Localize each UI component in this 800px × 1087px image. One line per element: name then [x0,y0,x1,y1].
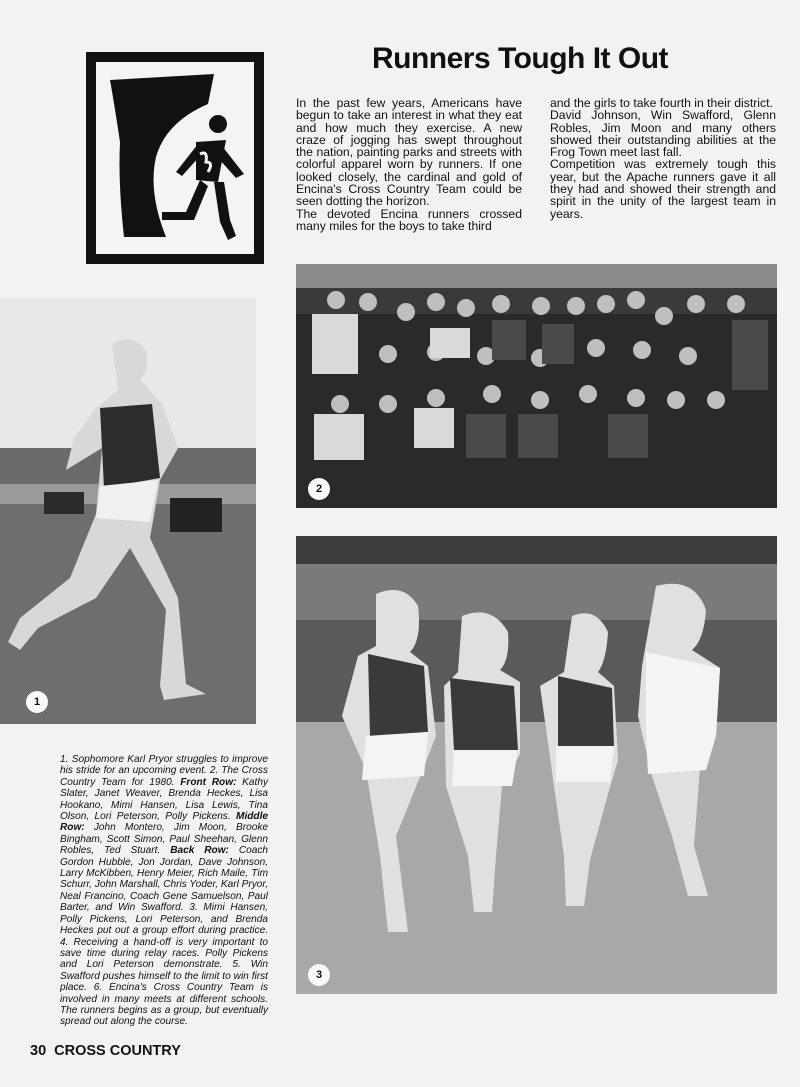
photo-number-badge: 1 [26,691,48,713]
caption-text: 1. Sophomore Karl Pryor struggles to improve his stride for an upcoming event. 2. The Cross Country Team for 1980. [60,754,268,788]
body-paragraph: David Johnson, Win Swafford, Glenn Robles, Jim Moon and many others showed their outstanding abilities at the Frog Town meet last fall. [550,108,776,160]
photo-team [296,264,777,508]
photo-solo-runner [0,298,256,724]
caption-label-back-row: Back Row: [170,845,229,857]
caption-label-middle-row: Middle Row: [60,811,268,834]
article-title: Runners Tough It Out [371,42,669,75]
body-paragraph: and the girls to take fourth in their district. [550,96,773,110]
body-paragraph: In the past few years, Americans have begun to take an interest in what they eat and how much they exercise. A new craze of jogging has swept throughout the nation, painting parks and streets with colorful apparel worn by runners. If one looked closely, the cardinal and gold of Encina's Cross Country Team could be seen dotting the horizon. [296,96,522,209]
caption-text: Coach Gordon Hubble, Jon Jordan, Dave Johnson, Larry McKibben, Henry Meier, Rich Maile, Tim Schurr, John Marshall, Chris Yoder, Karl Pryor, Neal Francino, Coach Gene Samuelson, Paul Barter, and Win Swafford. 3. Mimi Hansen, Polly Pickens, Lori Peterson, and Brenda Heckes put out a group effort during practice. 4. Receiving a hand-off is very important to save time during relay races. Polly Pickens and Lori Peterson demonstrate. 5. Win Swafford pushes himself to the limit to win first place. 6. Encina's Cross Country Team is involved in many meets at different schools. The runners begins as a group, but eventually spread out along the course. [60,845,269,1028]
page-footer [30,1043,189,1059]
section-name: CROSS COUNTRY [54,1043,181,1059]
body-column-1 [296,97,522,232]
cross-country-logo [86,52,264,264]
photo-number-badge: 3 [308,964,330,986]
runner-pictogram-icon [96,62,254,254]
photo-group-running [296,536,777,994]
page-number: 30 [30,1043,47,1059]
caption-text: Kathy Slater, Janet Weaver, Brenda Heckes, Lisa Hookano, Mimi Hansen, Lisa Lewis, Tina Olson, Lori Peterson, Polly Pickens. [60,776,268,823]
body-paragraph: Competition was extremely tough this year, but the Apache runners gave it all they had and showed their strength and spirit in the unity of the largest team in years. [550,157,776,221]
photo-number-badge: 2 [308,478,330,500]
logo-panel [96,62,254,254]
caption-label-front-row: Front Row: [180,776,237,788]
body-paragraph: The devoted Encina runners crossed many miles for the boys to take third [296,206,522,233]
body-column-2 [550,97,776,220]
caption-text: John Montero, Jim Moon, Brooke Bingham, Scott Simon, Paul Sheehan, Glenn Robles, Ted Stuart. [60,822,268,857]
photo-caption [60,754,268,1028]
